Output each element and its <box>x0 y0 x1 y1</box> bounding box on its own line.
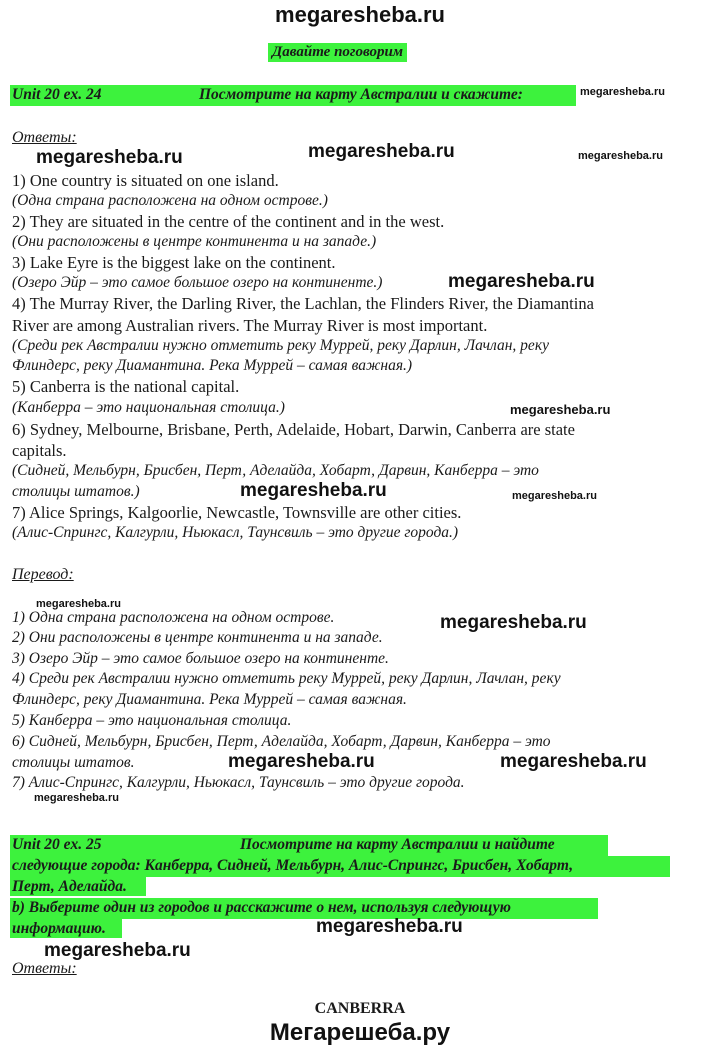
answer-line: River are among Australian rivers. The Murray River is most important. <box>12 316 488 335</box>
translation-line: 6) Сидней, Мельбурн, Брисбен, Перт, Аделайда, Хобарт, Дарвин, Канберра – это <box>12 733 551 750</box>
answer-line: столицы штатов.) <box>12 483 140 500</box>
answer-line: (Они расположены в центре континента и на западе.) <box>12 233 377 250</box>
translation-line: 7) Алис-Спрингс, Калгурли, Ньюкасл, Таунсвиль – это другие города. <box>12 774 465 791</box>
watermark: megaresheba.ru <box>34 792 119 804</box>
watermark: megaresheba.ru <box>448 271 595 292</box>
translation-line: 4) Среди рек Австралии нужно отметить реку Муррей, реку Дарлин, Лачлан, реку <box>12 670 561 687</box>
answer-line: 5) Canberra is the national capital. <box>12 377 240 396</box>
exercise-25-unit: Unit 20 ex. 25 <box>12 836 102 853</box>
translation-line: 2) Они расположены в центре континента и на западе. <box>12 629 383 646</box>
answer-line: 7) Alice Springs, Kalgoorlie, Newcastle, Townsville are other cities. <box>12 503 462 522</box>
answer-line: capitals. <box>12 441 67 460</box>
translation-line: столицы штатов. <box>12 754 135 771</box>
watermark: megaresheba.ru <box>44 940 191 961</box>
answer-line: Флиндерс, реку Диамантина. Река Муррей – самая важная.) <box>12 357 413 374</box>
site-watermark-header: megaresheba.ru <box>275 2 445 27</box>
answer-line: 1) One country is situated on one island. <box>12 171 279 190</box>
translation-line: 1) Одна страна расположена на одном острове. <box>12 609 335 626</box>
answers-label: Ответы: <box>12 129 77 146</box>
answer-line: (Среди рек Австралии нужно отметить реку Муррей, реку Дарлин, Лачлан, реку <box>12 337 549 354</box>
site-watermark-footer: Мегарешеба.ру <box>269 1019 451 1046</box>
watermark: megaresheba.ru <box>512 490 597 502</box>
answer-line: 4) The Murray River, the Darling River, the Lachlan, the Flinders River, the Diamantina <box>12 294 594 313</box>
answer-line: (Канберра – это национальная столица.) <box>12 399 285 416</box>
answer-line: 6) Sydney, Melbourne, Brisbane, Perth, Adelaide, Hobart, Darwin, Canberra are state <box>12 420 575 439</box>
answer-line: 3) Lake Eyre is the biggest lake on the continent. <box>12 253 336 272</box>
translation-label: Перевод: <box>12 566 74 583</box>
watermark: megaresheba.ru <box>36 147 183 168</box>
section-title: Давайте поговорим <box>268 43 407 62</box>
watermark: megaresheba.ru <box>308 141 455 162</box>
exercise-24-task: Посмотрите на карту Австралии и скажите: <box>199 86 523 103</box>
watermark: megaresheba.ru <box>228 751 375 772</box>
translation-line: Флиндерс, реку Диамантина. Река Муррей – самая важная. <box>12 691 407 708</box>
exercise-25-task-b: b) Выберите один из городов и расскажите о нем, используя следующую <box>12 899 511 916</box>
exercise-25-task: Посмотрите на карту Австралии и найдите <box>240 836 555 853</box>
canberra-heading: CANBERRA <box>314 1000 406 1017</box>
translation-line: 5) Канберра – это национальная столица. <box>12 712 292 729</box>
exercise-25-task: Перт, Аделайда. <box>12 878 127 895</box>
watermark: megaresheba.ru <box>440 612 587 633</box>
exercise-25-task-b: информацию. <box>12 920 106 937</box>
answer-line: 2) They are situated in the centre of the continent and in the west. <box>12 212 445 231</box>
exercise-24-unit: Unit 20 ex. 24 <box>12 86 102 103</box>
watermark: megaresheba.ru <box>580 86 665 98</box>
answer-line: (Сидней, Мельбурн, Брисбен, Перт, Аделайда, Хобарт, Дарвин, Канберра – это <box>12 462 539 479</box>
answer-line: (Алис-Спрингс, Калгурли, Ньюкасл, Таунсвиль – это другие города.) <box>12 524 459 541</box>
watermark: megaresheba.ru <box>240 480 387 501</box>
answers-label: Ответы: <box>12 960 77 977</box>
watermark: megaresheba.ru <box>510 402 611 417</box>
answer-line: (Одна страна расположена на одном острове.) <box>12 192 328 209</box>
answer-line: (Озеро Эйр – это самое большое озеро на континенте.) <box>12 274 383 291</box>
watermark: megaresheba.ru <box>316 916 463 937</box>
watermark: megaresheba.ru <box>500 751 647 772</box>
watermark: megaresheba.ru <box>578 150 663 162</box>
watermark: megaresheba.ru <box>36 598 121 610</box>
exercise-25-task: следующие города: Канберра, Сидней, Мельбурн, Алис-Спрингс, Брисбен, Хобарт, <box>12 857 574 874</box>
translation-line: 3) Озеро Эйр – это самое большое озеро на континенте. <box>12 650 389 667</box>
